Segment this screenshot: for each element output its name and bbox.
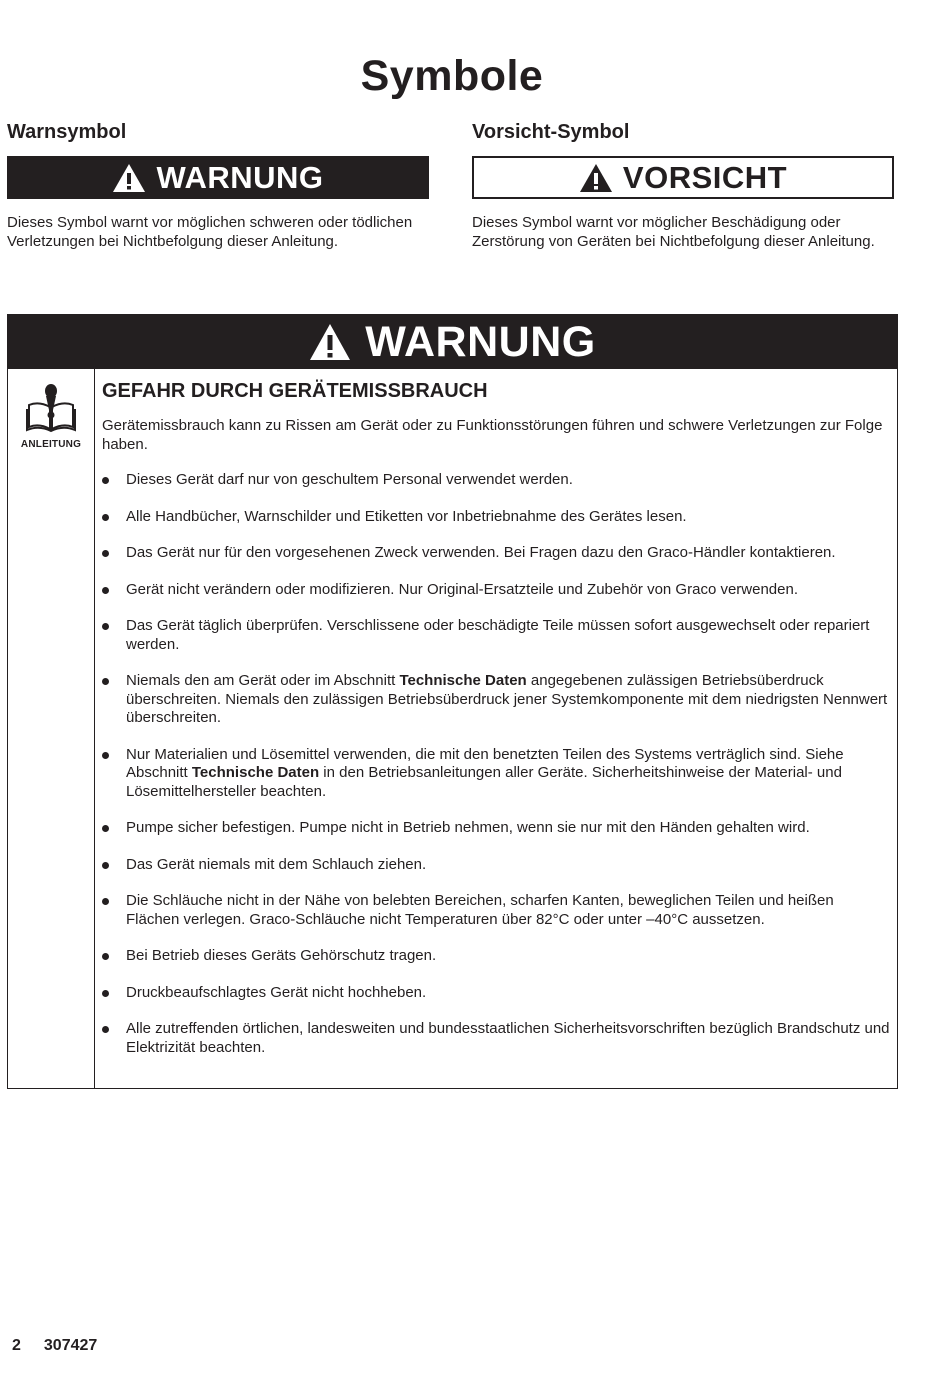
bullet-icon bbox=[102, 990, 109, 997]
warning-symbol-heading: Warnsymbol bbox=[7, 121, 127, 143]
list-item-text: Die Schläuche nicht in der Nähe von belebten Bereichen, scharfen Kanten, beweglichen Teilen und heißen Flächen verlegen. Graco-Schläuche nicht Temperaturen über 82°C oder unter –40°C aussetzen. bbox=[126, 892, 834, 928]
bullet-icon bbox=[102, 587, 109, 594]
misuse-warning-box bbox=[7, 314, 898, 1089]
list-item-text-before: Nur Materialien und Lösemittel verwenden, die mit den benetzten Teilen des Systems verträglich sind. Siehe Abschnitt bbox=[126, 745, 844, 781]
hazard-intro: Gerätemissbrauch kann zu Rissen am Gerät oder zu Funktionsstörungen führen und schwere Verletzungen zur Folge haben. bbox=[102, 417, 883, 453]
list-item bbox=[102, 746, 891, 802]
warning-triangle-icon bbox=[112, 163, 146, 193]
technical-data-reference: Technische Daten bbox=[191, 764, 320, 781]
list-item bbox=[102, 947, 891, 966]
technical-data-reference: Technische Daten bbox=[399, 672, 527, 689]
list-item-text bbox=[126, 746, 844, 800]
caution-triangle-icon bbox=[579, 163, 613, 193]
caution-signal-label: VORSICHT bbox=[622, 159, 788, 195]
caution-symbol-description: Dieses Symbol warnt vor möglicher Beschädigung oder Zerstörung von Geräten bei Nichtbefolgung dieser Anleitung. bbox=[472, 214, 875, 250]
page-footer bbox=[12, 1337, 97, 1355]
list-item-text: Pumpe sicher befestigen. Pumpe nicht in Betrieb nehmen, wenn sie nur mit den Händen gehalten wird. bbox=[126, 819, 810, 836]
bullet-icon bbox=[102, 862, 109, 869]
list-item bbox=[102, 581, 891, 600]
warning-box-header bbox=[8, 315, 897, 369]
bullet-icon bbox=[102, 1026, 109, 1033]
caution-symbol-heading: Vorsicht-Symbol bbox=[472, 121, 630, 143]
list-item-text: Bei Betrieb dieses Geräts Gehörschutz tragen. bbox=[126, 947, 437, 964]
list-item bbox=[102, 672, 891, 728]
list-item bbox=[102, 508, 891, 527]
warning-triangle-icon bbox=[309, 323, 351, 361]
list-item-text bbox=[126, 672, 887, 726]
read-manual-icon bbox=[25, 383, 77, 433]
list-item-text: Gerät nicht verändern oder modifizieren. Nur Original-Ersatzteile und Zubehör von Graco verwenden. bbox=[126, 580, 798, 598]
bullet-icon bbox=[102, 550, 109, 557]
list-item bbox=[102, 1020, 891, 1057]
list-item-text: Das Gerät täglich überprüfen. Verschlissene oder beschädigte Teile müssen sofort ausgewechselt oder repariert werden. bbox=[126, 617, 870, 653]
list-item-text-after: angegebenen zulässigen Betriebsüberdruck überschreiten. Niemals den zulässigen Betriebsüberdruck jener Systemkomponente mit dem niedrigsten Nennwert überschreiten. bbox=[126, 672, 888, 726]
bullet-icon bbox=[102, 953, 109, 960]
list-item-text: Das Gerät nur für den vorgesehenen Zweck verwenden. Bei Fragen dazu den Graco-Händler kontaktieren. bbox=[126, 544, 836, 561]
list-item bbox=[102, 471, 891, 490]
list-item-text: Alle Handbücher, Warnschilder und Etiketten vor Inbetriebnahme des Gerätes lesen. bbox=[126, 507, 687, 525]
warning-symbol-section bbox=[7, 118, 429, 251]
page-title: Symbole bbox=[360, 52, 544, 100]
page-number: 2 bbox=[12, 1337, 21, 1354]
list-item bbox=[102, 892, 891, 929]
bullet-icon bbox=[102, 752, 109, 759]
warning-signal-label: WARNUNG bbox=[156, 159, 324, 195]
list-item-text-before: Niemals den am Gerät oder im Abschnitt bbox=[126, 672, 400, 689]
warning-box-header-label: WARNUNG bbox=[365, 317, 596, 366]
warning-signal-banner bbox=[7, 156, 429, 199]
list-item-text: Dieses Gerät darf nur von geschultem Personal verwendet werden. bbox=[126, 471, 573, 488]
bullet-icon bbox=[102, 514, 109, 521]
instruction-icon-label: ANLEITUNG bbox=[20, 439, 82, 450]
list-item bbox=[102, 617, 891, 654]
warning-symbol-description: Dieses Symbol warnt vor möglichen schweren oder tödlichen Verletzungen bei Nichtbefolgung dieser Anleitung. bbox=[7, 214, 413, 250]
caution-symbol-section bbox=[472, 118, 894, 251]
warning-box-body bbox=[8, 369, 897, 1088]
list-item-text-after: in den Betriebsanleitungen aller Geräte. Sicherheitshinweise der Material- und Lösemittelhersteller beachten. bbox=[126, 764, 842, 800]
hazard-title: GEFAHR DURCH GERÄTEMISSBRAUCH bbox=[102, 380, 488, 402]
document-number: 307427 bbox=[43, 1337, 98, 1354]
list-item bbox=[102, 544, 891, 563]
bullet-icon bbox=[102, 477, 109, 484]
caution-signal-banner bbox=[472, 156, 894, 199]
list-item bbox=[102, 856, 891, 875]
list-item-text: Das Gerät niemals mit dem Schlauch ziehen. bbox=[126, 855, 427, 873]
list-item-text: Druckbeaufschlagtes Gerät nicht hochheben. bbox=[126, 983, 427, 1001]
hazard-text-column bbox=[95, 369, 897, 1088]
bullet-icon bbox=[102, 898, 109, 905]
bullet-icon bbox=[102, 825, 109, 832]
bullet-icon bbox=[102, 678, 109, 685]
hazard-list bbox=[102, 471, 891, 1057]
instruction-icon-column bbox=[8, 369, 95, 1088]
bullet-icon bbox=[102, 623, 109, 630]
list-item-text: Alle zutreffenden örtlichen, landesweiten und bundesstaatlichen Sicherheitsvorschriften bezüglich Brandschutz und Elektrizität beachten. bbox=[126, 1020, 890, 1056]
list-item bbox=[102, 819, 891, 838]
list-item bbox=[102, 984, 891, 1003]
